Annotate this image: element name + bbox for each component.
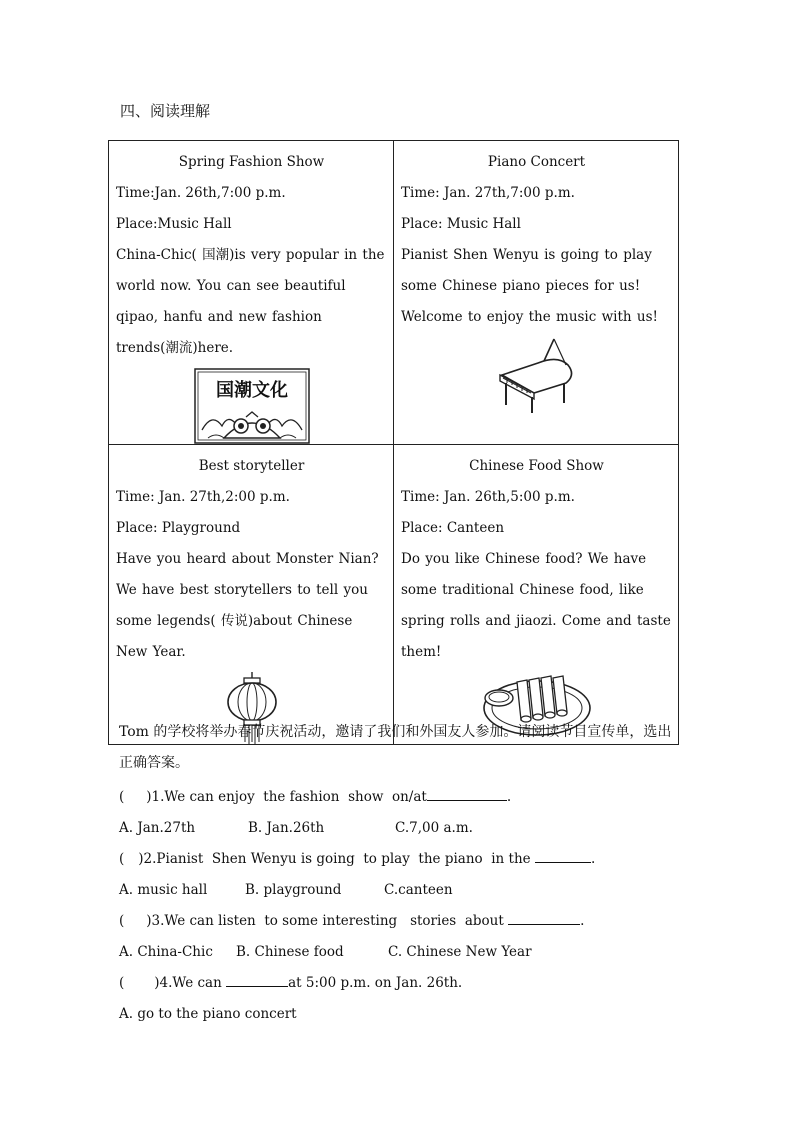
card-place: Place: Music Hall — [401, 216, 521, 232]
answer-paren: ( — [119, 913, 125, 929]
question-2 — [119, 844, 595, 875]
card-title: Chinese Food Show — [469, 458, 604, 474]
question-stem: )2.Pianist Shen Wenyu is going to play the piano in the — [138, 851, 531, 867]
card-body: Do you like Chinese food? We have some traditional Chinese food, like spring rolls and jiaozi. Come and taste them! — [401, 551, 671, 660]
options-3 — [119, 937, 532, 968]
card-food-show — [394, 445, 679, 745]
question-tail: . — [590, 851, 596, 867]
card-body: Have you heard about Monster Nian? We have best storytellers to tell you some legends( 传说)about Chinese New Year. — [116, 551, 379, 660]
card-piano-concert — [394, 141, 679, 445]
event-flyer-table — [108, 140, 679, 745]
answer-blank[interactable] — [226, 972, 288, 987]
section-heading: 四、阅读理解 — [120, 102, 211, 120]
card-time: Time: Jan. 26th,5:00 p.m. — [401, 489, 575, 505]
question-tail: . — [580, 913, 585, 929]
card-time: Time: Jan. 27th,7:00 p.m. — [401, 185, 575, 201]
card-title: Spring Fashion Show — [178, 154, 325, 170]
card-body: China-Chic( 国潮)is very popular in the world now. You can see beautiful qipao, hanfu and new fashion trends(潮流)here. — [116, 247, 385, 356]
question-stem: )3.We can listen to some interesting stories about — [146, 913, 504, 929]
card-time: Time:Jan. 26th,7:00 p.m. — [116, 185, 286, 201]
option-c[interactable]: C. Chinese New Year — [388, 944, 532, 960]
answer-blank[interactable] — [535, 848, 591, 863]
card-body: Pianist Shen Wenyu is going to play some Chinese piano pieces for us! Welcome to enjoy the music with us! — [401, 247, 658, 325]
answer-paren: ( — [119, 789, 125, 805]
options-2 — [119, 875, 453, 906]
card-place: Place: Playground — [116, 520, 241, 536]
question-4 — [119, 968, 462, 999]
card-title: Piano Concert — [487, 154, 586, 170]
question-3 — [119, 906, 584, 937]
option-b[interactable]: B. Jan.26th — [248, 820, 325, 836]
answer-paren: ( — [119, 851, 125, 867]
options-4 — [119, 999, 297, 1030]
option-a[interactable]: A. go to the piano concert — [119, 1006, 297, 1022]
options-1 — [119, 813, 473, 844]
option-c[interactable]: C.7,00 a.m. — [395, 820, 473, 836]
question-tail: at 5:00 p.m. on Jan. 26th. — [288, 975, 463, 991]
option-a[interactable]: A. Jan.27th — [119, 820, 196, 836]
question-stem: )1.We can enjoy the fashion show on/at — [146, 789, 427, 805]
card-storyteller — [109, 445, 394, 745]
instructions: Tom 的学校将举办春节庆祝活动，邀请了我们和外国友人参加。请阅读节目宣传单，选出正确答案。 — [119, 724, 672, 771]
option-a[interactable]: A. China-Chic — [119, 944, 213, 960]
card-place: Place:Music Hall — [116, 216, 232, 232]
option-b[interactable]: B. Chinese food — [236, 944, 344, 960]
answer-paren: ( — [119, 975, 125, 991]
question-stem: )4.We can — [154, 975, 222, 991]
card-place: Place: Canteen — [401, 520, 505, 536]
grand-piano-icon — [494, 337, 580, 415]
option-c[interactable]: C.canteen — [384, 882, 453, 898]
image-caption: 国潮文化 — [215, 380, 288, 401]
question-1 — [119, 782, 511, 813]
option-a[interactable]: A. music hall — [119, 882, 208, 898]
answer-blank[interactable] — [508, 910, 580, 925]
card-title: Best storyteller — [198, 458, 305, 474]
option-b[interactable]: B. playground — [245, 882, 342, 898]
card-time: Time: Jan. 27th,2:00 p.m. — [116, 489, 290, 505]
card-fashion-show — [109, 141, 394, 445]
guochao-culture-image — [194, 368, 310, 444]
question-tail: . — [506, 789, 512, 805]
answer-blank[interactable] — [427, 786, 507, 801]
